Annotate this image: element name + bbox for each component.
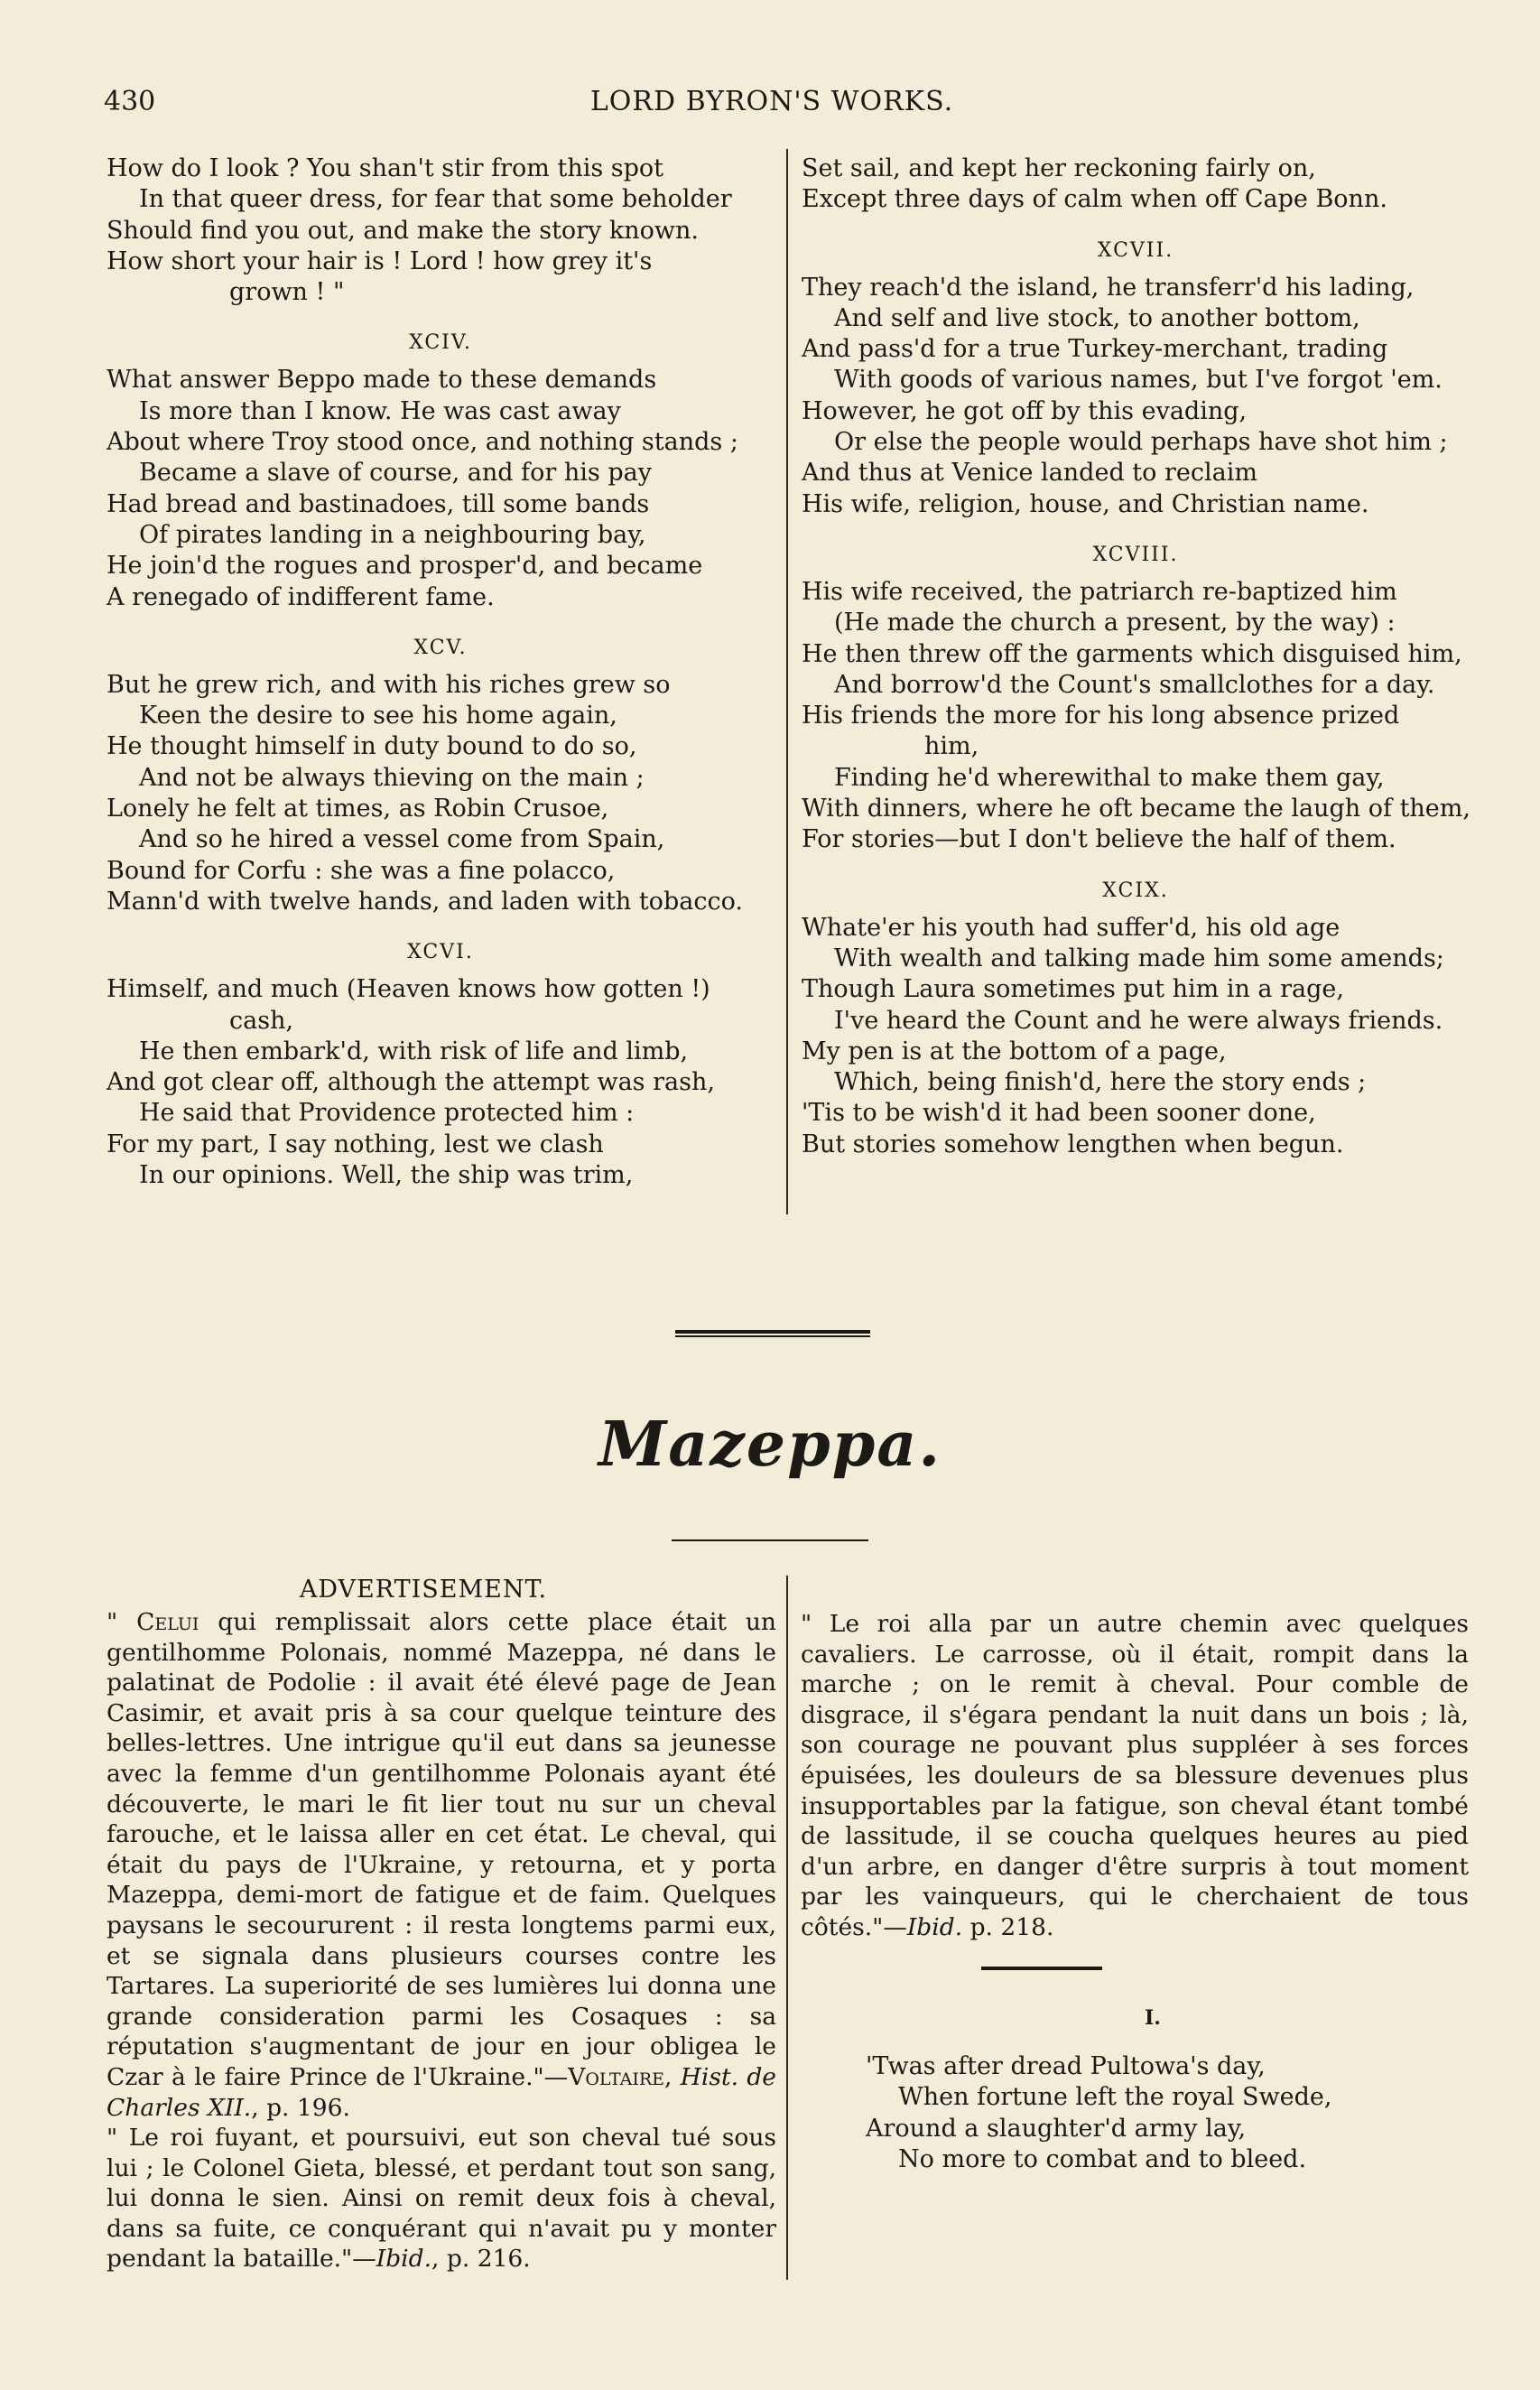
verse-line: Himself, and much (Heaven knows how gotten !): [107, 975, 710, 1004]
stanza-numeral: XCVIII.: [1092, 543, 1179, 566]
verse-line: In our opinions. Well, the ship was trim,: [139, 1161, 634, 1190]
verse-line: With dinners, where he oft became the laugh of them,: [802, 795, 1470, 823]
stanza-numeral: XCIV.: [409, 331, 472, 355]
stanza: [802, 577, 1470, 856]
stanza: [107, 974, 775, 1191]
verse-line: And pass'd for a true Turkey-merchant, trading: [802, 335, 1388, 364]
running-title: LORD BYRON'S WORKS.: [589, 86, 954, 117]
verse-line: Mann'd with twelve hands, and laden with tobacco.: [107, 887, 743, 916]
stanza: [802, 913, 1470, 1160]
verse-line: His friends the more for his long absence prized: [802, 702, 1400, 730]
verse-line: For my part, I say nothing, lest we clash: [107, 1130, 604, 1158]
verse-line: Keen the desire to see his home again,: [139, 702, 617, 730]
verse-line: With wealth and talking made him some amends;: [834, 944, 1444, 972]
verse-line: He then threw off the garments which disguised him,: [802, 639, 1462, 668]
section-divider: [675, 1330, 870, 1334]
section-divider-underline: [675, 1335, 870, 1337]
verse-line: Should find you out, and make the story known.: [107, 216, 700, 245]
verse-line: Except three days of calm when off Cape Bonn.: [802, 185, 1387, 214]
verse-line: And not be always thieving on the main ;: [139, 763, 645, 792]
advertisement-paragraph-3: " Le roi alla par un autre chemin avec quelques cavaliers. Le carrosse, où il était, rompit dans la marche ; on le remit à cheval. Pour comble de disgrace, il s'égara pendant la nuit dans un bois ; là, son courage ne pouvant plus suppléer à ses forces épuisées, les douleurs de sa blessure devenues plus insupportables par la fatigue, son cheval étant tombé de lassitude, il se coucha quelques heures au pied d'un arbre, en danger d'être surpris à tout moment par les vainqueurs, qui le cherchaient de tous côtés."—Ibid. p. 218.: [801, 1610, 1469, 1941]
verse-line: Though Laura sometimes put him in a rage,: [802, 975, 1344, 1004]
verse-line: How short your hair is ! Lord ! how grey it's: [107, 246, 653, 275]
page-number: 430: [104, 86, 156, 117]
verse-line: Bound for Corfu : she was a fine polacco,: [107, 856, 616, 885]
verse-line: His wife, religion, house, and Christian name.: [802, 489, 1369, 518]
verse-line: And thus at Venice landed to reclaim: [802, 459, 1257, 488]
verse-line: Is more than I know. He was cast away: [139, 396, 621, 425]
verse-line: But stories somehow lengthen when begun.: [802, 1130, 1344, 1158]
verse-line: grown ! ": [229, 278, 345, 307]
verse-line: With goods of various names, but I've forgot 'em.: [834, 366, 1443, 395]
poem-title: Mazeppa.: [598, 1409, 942, 1481]
verse-line: Lonely he felt at times, as Robin Crusoe,: [107, 795, 609, 823]
verse-line: He then embark'd, with risk of life and limb,: [139, 1037, 689, 1065]
canto-numeral: I.: [1145, 2005, 1161, 2030]
verse-line: And borrow'd the Count's smallclothes for a day.: [834, 670, 1435, 699]
stanza-numeral: XCVII.: [1097, 238, 1174, 262]
canto-verse: [801, 2051, 1469, 2176]
page-header: [104, 86, 1440, 122]
citation-ibid: Ibid.: [376, 2245, 432, 2274]
verse-line: And got clear off, although the attempt was rash,: [107, 1068, 715, 1097]
canto-line: No more to combat and to bleed.: [898, 2145, 1307, 2174]
stanza: [802, 273, 1470, 520]
verse-line: Or else the people would perhaps have shot him ;: [834, 428, 1448, 457]
verse-line: He said that Providence protected him :: [139, 1099, 635, 1128]
verse-line: Became a slave of course, and for his pay: [139, 459, 652, 488]
verse-line: About where Troy stood once, and nothing stands ;: [107, 428, 738, 457]
stanza-numeral: XCIX.: [1102, 879, 1169, 902]
verse-line: A renegado of indifferent fame.: [107, 582, 495, 611]
verse-line: What answer Beppo made to these demands: [107, 366, 657, 395]
verse-line: They reach'd the island, he transferr'd his lading,: [802, 273, 1415, 302]
advertisement-right: [801, 1576, 1469, 2176]
canto-line: Around a slaughter'd army lay,: [866, 2114, 1247, 2143]
verse-line: And self and live stock, to another bottom,: [834, 303, 1360, 332]
advertisement-left: [107, 1576, 776, 2274]
verse-line: Finding he'd wherewithal to make them gay,: [834, 763, 1385, 792]
right-column-top: [802, 153, 1470, 1160]
title-rule: [672, 1539, 868, 1541]
verse-line: him,: [924, 732, 979, 761]
verse-line: But he grew rich, and with his riches grew so: [107, 670, 671, 699]
citation-ibid: Ibid.: [906, 1912, 963, 1941]
advertisement-paragraph-1: " Celui qui remplissait alors cette place était un gentilhomme Polonais, nommé Mazeppa, né dans le palatinat de Podolie : il avait été élevé page de Jean Casimir, et avait pris à sa cour quelque teinture des belles-lettres. Une intrigue qu'il eut dans sa jeunesse avec la femme d'un gentilhomme Polonais ayant été découverte, le mari le fit lier tout nu sur un cheval farouche, et le laissa aller en cet état. Le cheval, qui était du pays de l'Ukraine, y retourna, et y porta Mazeppa, demi-mort de fatigue et de faim. Quelques paysans le secoururent : il resta longtems parmi eux, et se signala dans plusieurs courses contre les Tartares. La superiorité de ses lumières lui donna une grande consideration parmi les Cosaques : sa réputation s'augmentant de jour en jour obligea le Czar à le faire Prince de l'Ukraine."—Voltaire, Hist. de Charles XII., p. 196.: [107, 1608, 777, 2122]
verse-line: He thought himself in duty bound to do so,: [107, 732, 637, 761]
column-rule-bottom: [786, 1576, 788, 2280]
left-column-top: [107, 153, 775, 1191]
column-rule-top: [786, 149, 788, 1214]
verse-line: Of pirates landing in a neighbouring bay,: [139, 520, 646, 549]
stanza-numeral: XCV.: [413, 636, 468, 659]
verse-line: Set sail, and kept her reckoning fairly on,: [802, 154, 1316, 182]
canto-line: 'Twas after dread Pultowa's day,: [866, 2051, 1266, 2080]
verse-line: His wife received, the patriarch re-baptized him: [802, 577, 1397, 606]
verse-line: 'Tis to be wish'd it had been sooner done,: [802, 1099, 1316, 1128]
stanza: [107, 365, 775, 612]
stanza: [107, 670, 775, 917]
verse-line: In that queer dress, for fear that some beholder: [139, 185, 732, 214]
verse-line: cash,: [229, 1006, 294, 1035]
verse-line: And so he hired a vessel come from Spain,: [139, 825, 665, 854]
short-rule: [981, 1967, 1102, 1970]
verse-line: (He made the church a present, by the way) :: [834, 609, 1396, 637]
verse-line: I've heard the Count and he were always friends.: [834, 1006, 1443, 1035]
advertisement-paragraph-2: " Le roi fuyant, et poursuivi, eut son cheval tué sous lui ; le Colonel Gieta, blessé, et perdant tout son sang, lui donna le sien. Ainsi on remit deux fois à cheval, dans sa fuite, ce conquérant qui n'avait pu y monter pendant la bataille."—Ibid., p. 216.: [107, 2124, 776, 2274]
canto-line: When fortune left the royal Swede,: [898, 2083, 1332, 2112]
verse-line: My pen is at the bottom of a page,: [802, 1037, 1227, 1065]
verse-line: How do I look ? You shan't stir from this spot: [107, 154, 664, 182]
citation-author: Voltaire: [568, 2062, 665, 2091]
verse-line: For stories—but I don't believe the half of them.: [802, 825, 1396, 854]
verse-line: Whate'er his youth had suffer'd, his old age: [802, 913, 1341, 942]
stanza-numeral: XCVI.: [407, 941, 474, 964]
verse-line: However, he got off by this evading,: [802, 396, 1248, 425]
citation-title: Hist. de Charles XII.: [107, 2062, 776, 2122]
verse-line: Had bread and bastinadoes, till some bands: [107, 489, 650, 518]
opening-word: Celui: [136, 1608, 199, 1636]
verse-line: Which, being finish'd, here the story ends ;: [834, 1068, 1367, 1097]
advertisement-heading: ADVERTISEMENT.: [299, 1576, 548, 1604]
verse-line: He join'd the rogues and prosper'd, and became: [107, 552, 703, 581]
